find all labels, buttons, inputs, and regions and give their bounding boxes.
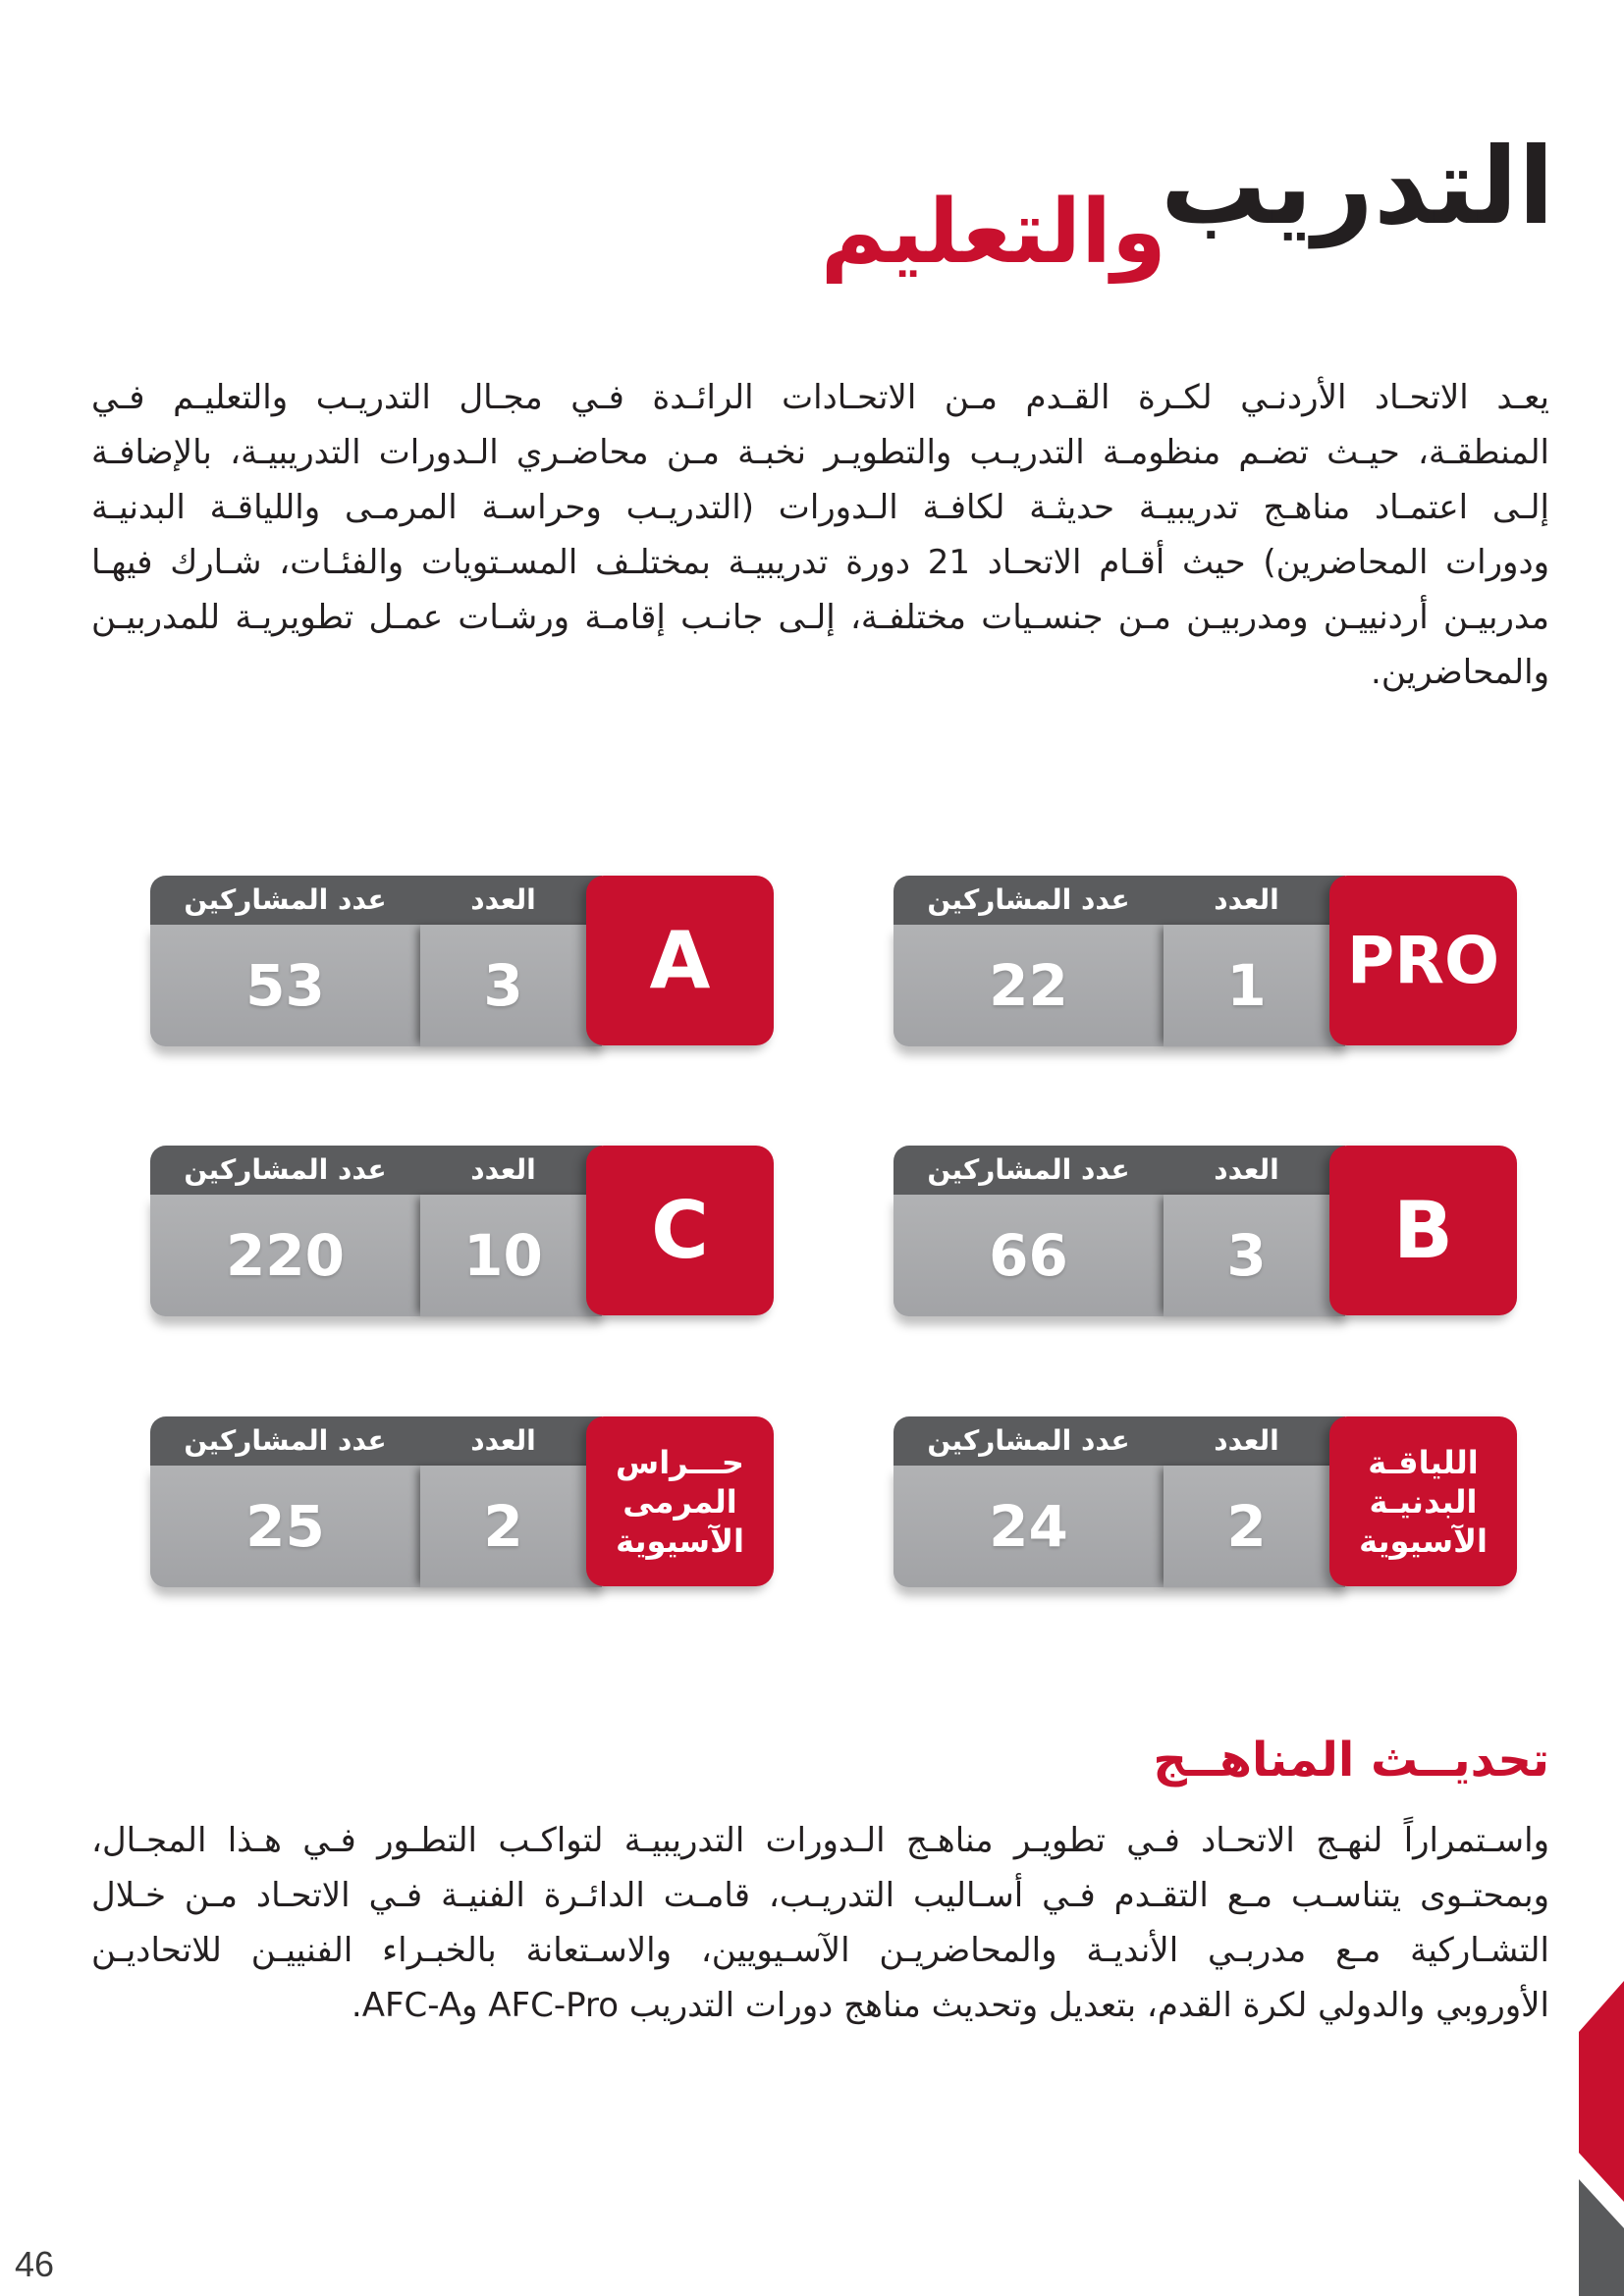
intro-line: يعـد الاتحـاد الأردنـي لكـرة القـدم مـن الاتحـادات الرائـدة فـي مجـال التدريـب والتعليـم فـي [91, 378, 1549, 417]
intro-line: المنطقـة، حيـث تضـم منظومـة التدريـب والتطويـر نخبـة مـن محاضـري الـدورات التدريبيـة، بالإضافـة [91, 433, 1549, 472]
count-header-label: العدد [1214, 883, 1279, 916]
card-header-bar [893, 876, 1345, 925]
intro-line: إلـى اعتمـاد مناهـج تدريبيـة حديثـة لكافـة الـدورات (التدريـب وحراسـة المرمـى واللياقـة البدنيـة [91, 488, 1549, 527]
course-count-value: 3 [420, 925, 602, 1046]
course-level-badge [586, 1146, 774, 1315]
participants-header-label: عدد المشاركين [927, 1424, 1130, 1457]
course-card-b [893, 1146, 1517, 1318]
course-card-c [150, 1146, 774, 1318]
participants-value: 22 [893, 925, 1164, 1046]
participants-value: 24 [893, 1466, 1164, 1587]
participants-header-label: عدد المشاركين [927, 1153, 1130, 1186]
course-level-label [616, 1443, 744, 1561]
edge-decoration-red [1579, 1981, 1624, 2202]
course-card-goalkeepers [150, 1416, 774, 1589]
intro-line: والمحاضرين. [1371, 653, 1549, 692]
card-values [150, 925, 602, 1046]
card-values [150, 1466, 602, 1587]
course-level-label-line: الآسيوية [616, 1522, 744, 1560]
count-header-label: العدد [470, 1424, 536, 1457]
count-header-label: العدد [470, 883, 536, 916]
course-card-pro [893, 876, 1517, 1048]
curriculum-line: التشـاركية مـع مدربـي الأنديـة والمحاضريـن الآسـيويين، والاسـتعانة بالخبـراء الفنييـن للاتحاديـن [91, 1931, 1549, 1970]
participants-header-label: عدد المشاركين [184, 1424, 387, 1457]
participants-header-label: عدد المشاركين [927, 883, 1130, 916]
course-count-value: 1 [1164, 925, 1345, 1046]
intro-line: ودورات المحاضرين) حيث أقـام الاتحـاد 21 دورة تدريبيـة بمختلـف المسـتويات والفئـات، شـارك فيهـا [91, 543, 1550, 582]
participants-value: 66 [893, 1195, 1164, 1316]
card-header-bar [150, 1416, 602, 1466]
course-level-label-line: حـــراس [616, 1443, 744, 1481]
count-header-label: العدد [470, 1153, 536, 1186]
card-values [893, 1195, 1345, 1316]
participants-header-label: عدد المشاركين [184, 883, 387, 916]
title-education: والتعليم [820, 181, 1166, 284]
course-card-a [150, 876, 774, 1048]
curriculum-line: وبمحتـوى يتناسـب مـع التقـدم فـي أسـاليب التدريـب، قامـت الدائـرة الفنيـة فـي الاتحـاد مـن خـلال [91, 1876, 1549, 1915]
participants-value: 53 [150, 925, 420, 1046]
course-count-value: 3 [1164, 1195, 1345, 1316]
page-title [820, 126, 1554, 284]
course-level-badge [1329, 1416, 1517, 1586]
course-count-value: 10 [420, 1195, 602, 1316]
course-level-label-line: المرمى [623, 1482, 737, 1521]
curriculum-line: الأوروبي والدولي لكرة القدم، بتعديل وتحديث مناهج دورات التدريب AFC-Pro وAFC-A. [351, 1986, 1549, 2025]
course-level-label: PRO [1346, 922, 1500, 998]
course-level-badge [1329, 876, 1517, 1045]
count-header-label: العدد [1214, 1153, 1279, 1186]
card-values [893, 925, 1345, 1046]
curriculum-paragraph [91, 1813, 1549, 2033]
course-count-value: 2 [420, 1466, 602, 1587]
course-count-value: 2 [1164, 1466, 1345, 1587]
course-level-label: A [649, 914, 711, 1006]
card-values [893, 1466, 1345, 1587]
participants-value: 25 [150, 1466, 420, 1587]
intro-line: مدربيـن أردنييـن ومدربيـن مـن جنسـيات مختلفـة، إلـى جانـب إقامـة ورشـات عمـل تطويريـة للمدربيـن [91, 598, 1549, 637]
course-level-label: C [651, 1184, 709, 1276]
course-level-label [1359, 1443, 1488, 1561]
title-training: التدريب [1160, 126, 1554, 248]
card-header-bar [150, 876, 602, 925]
card-values [150, 1195, 602, 1316]
course-level-badge [1329, 1146, 1517, 1315]
page-number: 46 [15, 2244, 55, 2284]
course-level-label-line: الآسيوية [1359, 1522, 1488, 1560]
curriculum-line: واسـتمراراً لنهـج الاتحـاد فـي تطويـر مناهـج الـدورات التدريبيـة لتواكـب التطـور فـي هـذا المجـال، [91, 1821, 1549, 1860]
course-level-badge [586, 1416, 774, 1586]
participants-header-label: عدد المشاركين [184, 1153, 387, 1186]
course-level-label-line: اللياقـة [1368, 1443, 1479, 1481]
card-header-bar [150, 1146, 602, 1195]
edge-decoration [1571, 1973, 1624, 2296]
course-level-label-line: البدنيـة [1369, 1482, 1478, 1521]
edge-decoration-gray [1579, 2179, 1624, 2296]
section-heading-curriculum: تحديــث المناهــج [1153, 1733, 1549, 1788]
course-level-badge [586, 876, 774, 1045]
participants-value: 220 [150, 1195, 420, 1316]
card-header-bar [893, 1416, 1345, 1466]
course-card-fitness [893, 1416, 1517, 1589]
course-level-label: B [1393, 1184, 1453, 1276]
count-header-label: العدد [1214, 1424, 1279, 1457]
intro-paragraph [91, 370, 1549, 700]
card-header-bar [893, 1146, 1345, 1195]
